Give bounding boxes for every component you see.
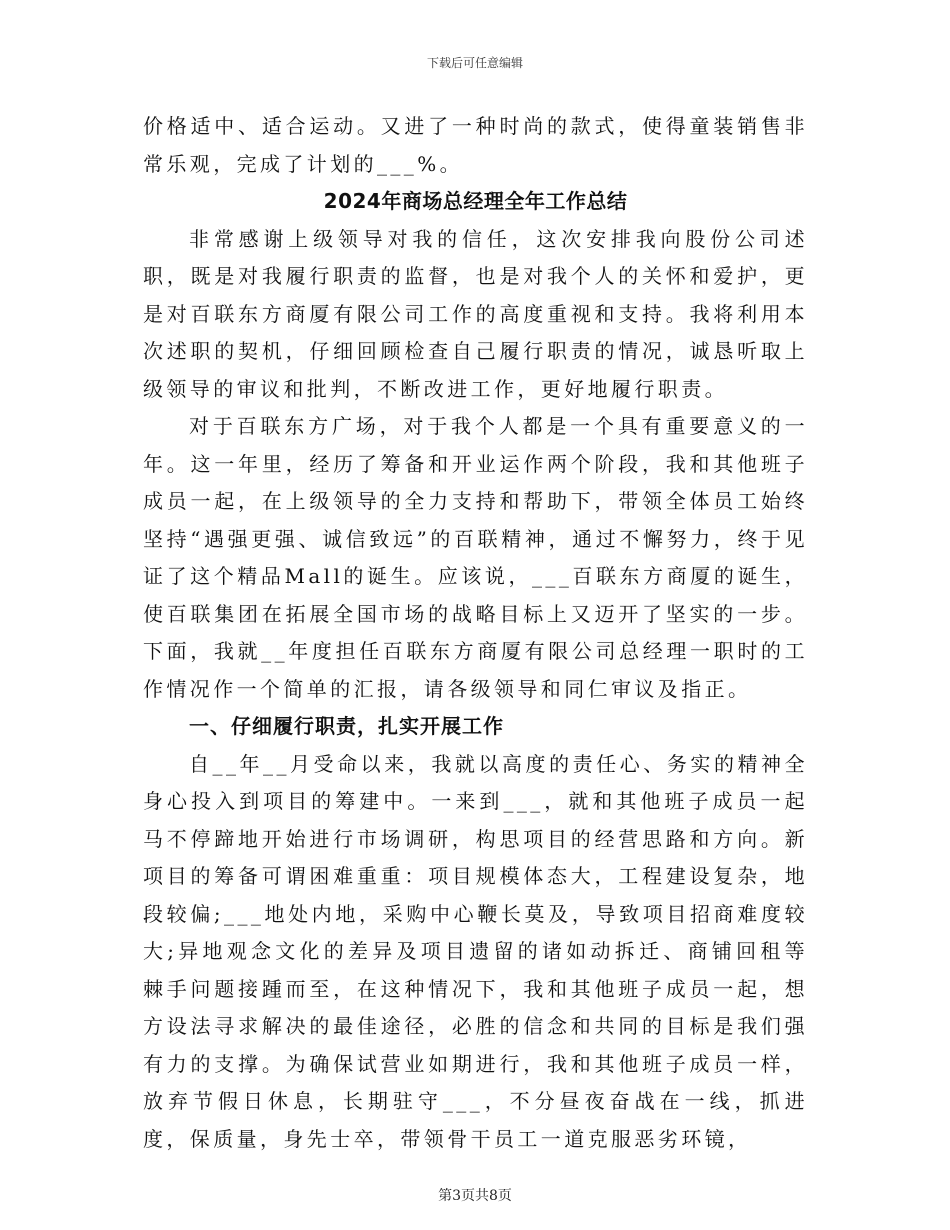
section-heading: 一、仔细履行职责，扎实开展工作 — [189, 714, 504, 738]
page-header: 下载后可任意编辑 — [426, 56, 523, 70]
intro-paragraph: 价格适中、适合运动。又进了一种时尚的款式，使得童装销售非常乐观，完成了计划的___%。 — [143, 114, 808, 176]
page-footer: 第3页共8页 — [438, 1188, 512, 1204]
section-paragraph: 自__年__月受命以来，我就以高度的责任心、务实的精神全身心投入到项目的筹建中。一来到___，就和其他班子成员一起马不停蹄地开始进行市场调研，构思项目的经营思路和方向。新项目的筹备可谓困难重重：项目规模体态大，工程建设复杂，地段较偏;___地处内地，采购中心鞭长莫及，导致项目招商难度较大;异地观念文化的差异及项目遗留的诸如动拆迁、商铺回租等棘手问题接踵而至，在这种情况下，我和其他班子成员一起，想方设法寻求解决的最佳途径，必胜的信念和共同的目标是我们强有力的支撑。为确保试营业如期进行，我和其他班子成员一样，放弃节假日休息，长期驻守___，不分昼夜奋战在一线，抓进度，保质量，身先士卒，带领骨干员工一道克服恶劣环镜， — [143, 751, 808, 1151]
document-body — [143, 108, 808, 1158]
document-title: 2024年商场总经理全年工作总结 — [323, 189, 628, 213]
paragraph-2: 对于百联东方广场，对于我个人都是一个具有重要意义的一年。这一年里，经历了筹备和开业运作两个阶段，我和其他班子成员一起，在上级领导的全力支持和帮助下，带领全体员工始终坚持“遇强更强、诚信致远”的百联精神，通过不懈努力，终于见证了这个精品Mall的诞生。应该说，___百联东方商厦的诞生，使百联集团在拓展全国市场的战略目标上又迈开了坚实的一步。下面，我就__年度担任百联东方商厦有限公司总经理一职时的工作情况作一个简单的汇报，请各级领导和同仁审议及指正。 — [143, 414, 808, 701]
paragraph-1: 非常感谢上级领导对我的信任，这次安排我向股份公司述职，既是对我履行职责的监督，也是对我个人的关怀和爱护，更是对百联东方商厦有限公司工作的高度重视和支持。我将利用本次述职的契机，仔细回顾检查自己履行职责的情况，诚恳听取上级领导的审议和批判，不断改进工作，更好地履行职责。 — [143, 226, 808, 401]
